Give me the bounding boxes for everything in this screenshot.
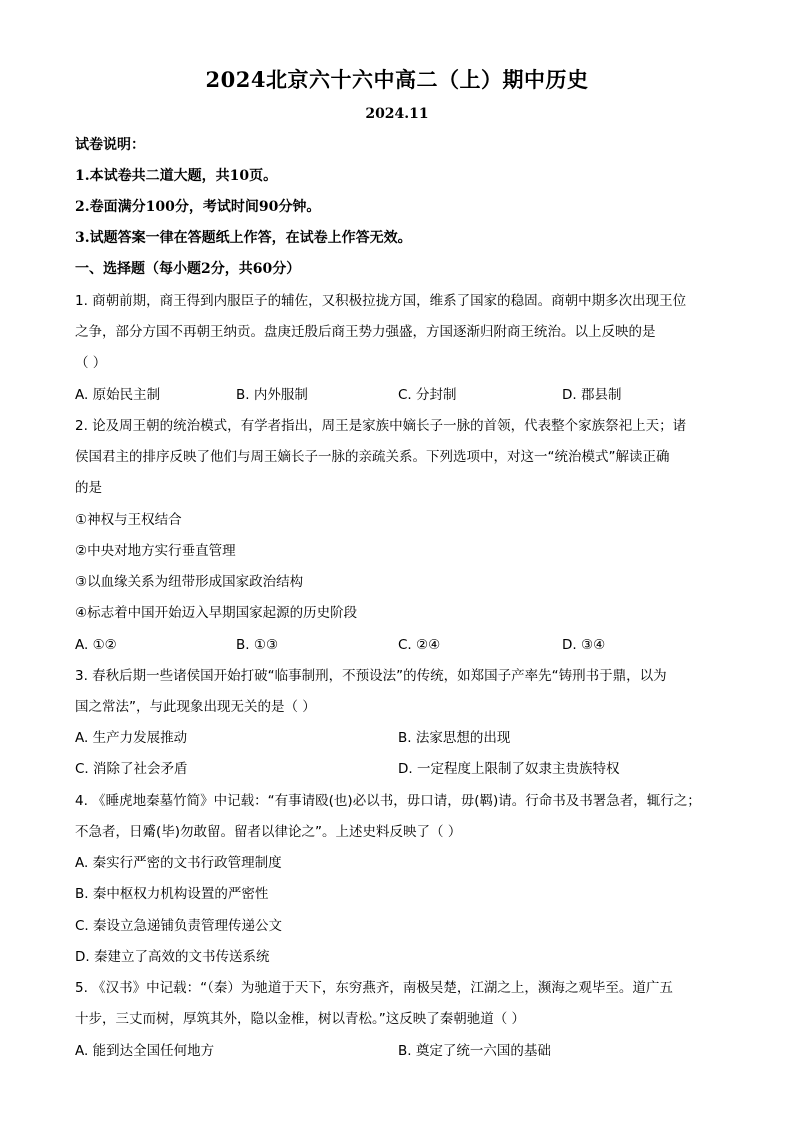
question-2-line: 的是 bbox=[75, 480, 102, 496]
question-5-line: 5. 《汉书》中记载：“（秦）为驰道于天下，东穷燕齐，南极吴楚，江湖之上，濒海之观毕至。道广五 bbox=[75, 980, 673, 996]
question-5-option-b: B. 奠定了统一六国的基础 bbox=[398, 1043, 551, 1059]
instructions-heading: 试卷说明： bbox=[75, 137, 145, 153]
question-3-line: 3. 春秋后期一些诸侯国开始打破“临事制刑，不预设法”的传统，如郑国子产率先“铸刑书于鼎，以为 bbox=[75, 668, 667, 684]
question-2-statement: ②中央对地方实行垂直管理 bbox=[75, 543, 236, 559]
exam-date: 2024.11 bbox=[365, 106, 429, 122]
question-2-option-b: B. ①③ bbox=[236, 637, 279, 653]
question-3-line: 国之常法”，与此现象出现无关的是（ ） bbox=[75, 699, 316, 715]
question-2-statement: ④标志着中国开始迈入早期国家起源的历史阶段 bbox=[75, 605, 358, 621]
question-3-option-a: A. 生产力发展推动 bbox=[75, 730, 188, 746]
question-4-option-c: C. 秦设立急递铺负责管理传递公文 bbox=[75, 918, 283, 934]
question-2-line: 2. 论及周王朝的统治模式，有学者指出，周王是家族中嫡长子一脉的首领，代表整个家族祭祀上天；诸 bbox=[75, 418, 687, 434]
instruction-item: 3.试题答案一律在答题纸上作答，在试卷上作答无效。 bbox=[75, 230, 412, 246]
question-5-option-a: A. 能到达全国任何地方 bbox=[75, 1043, 215, 1059]
question-2-option-d: D. ③④ bbox=[562, 637, 606, 653]
question-5-line: 十步，三丈而树，厚筑其外，隐以金椎，树以青松。”这反映了秦朝驰道（ ） bbox=[75, 1011, 526, 1027]
question-1-line: （ ） bbox=[75, 355, 107, 371]
question-1-option-b: B. 内外服制 bbox=[236, 387, 308, 403]
question-3-option-c: C. 消除了社会矛盾 bbox=[75, 761, 188, 777]
question-4-option-d: D. 秦建立了高效的文书传送系统 bbox=[75, 949, 270, 965]
section-heading: 一、选择题（每小题2分，共60分） bbox=[75, 261, 301, 277]
question-4-line: 4. 《睡虎地秦墓竹简》中记载：“有事请殴(也)必以书，毋口请，毋(羁)请。行命书及书署急者，辄行之； bbox=[75, 793, 701, 809]
question-2-statement: ③以血缘关系为纽带形成国家政治结构 bbox=[75, 574, 304, 590]
question-2-line: 侯国君主的排序反映了他们与周王嫡长子一脉的亲疏关系。下列选项中，对这一“统治模式”解读正确 bbox=[75, 449, 670, 465]
question-2-option-c: C. ②④ bbox=[398, 637, 441, 653]
question-4-option-a: A. 秦实行严密的文书行政管理制度 bbox=[75, 855, 282, 871]
question-1-line: 之争，部分方国不再朝王纳贡。盘庚迁殷后商王势力强盛，方国逐渐归附商王统治。以上反映的是 bbox=[75, 324, 656, 340]
question-1-line: 1. 商朝前期，商王得到内服臣子的辅佐，又积极拉拢方国，维系了国家的稳固。商朝中期多次出现王位 bbox=[75, 293, 687, 309]
question-4-option-b: B. 秦中枢权力机构设置的严密性 bbox=[75, 886, 269, 902]
question-1-option-d: D. 郡县制 bbox=[562, 387, 622, 403]
question-1-option-c: C. 分封制 bbox=[398, 387, 457, 403]
page-title: 2024北京六十六中高二（上）期中历史 bbox=[205, 67, 589, 92]
question-2-statement: ①神权与王权结合 bbox=[75, 512, 182, 528]
question-1-option-a: A. 原始民主制 bbox=[75, 387, 161, 403]
instruction-item: 2.卷面满分100分，考试时间90分钟。 bbox=[75, 199, 321, 215]
question-3-option-b: B. 法家思想的出现 bbox=[398, 730, 511, 746]
question-2-option-a: A. ①② bbox=[75, 637, 117, 653]
instruction-item: 1.本试卷共二道大题，共10页。 bbox=[75, 168, 278, 184]
question-4-line: 不急者，日觱(毕)勿敢留。留者以律论之”。上述史料反映了（ ） bbox=[75, 824, 462, 840]
question-3-option-d: D. 一定程度上限制了奴隶主贵族特权 bbox=[398, 761, 620, 777]
